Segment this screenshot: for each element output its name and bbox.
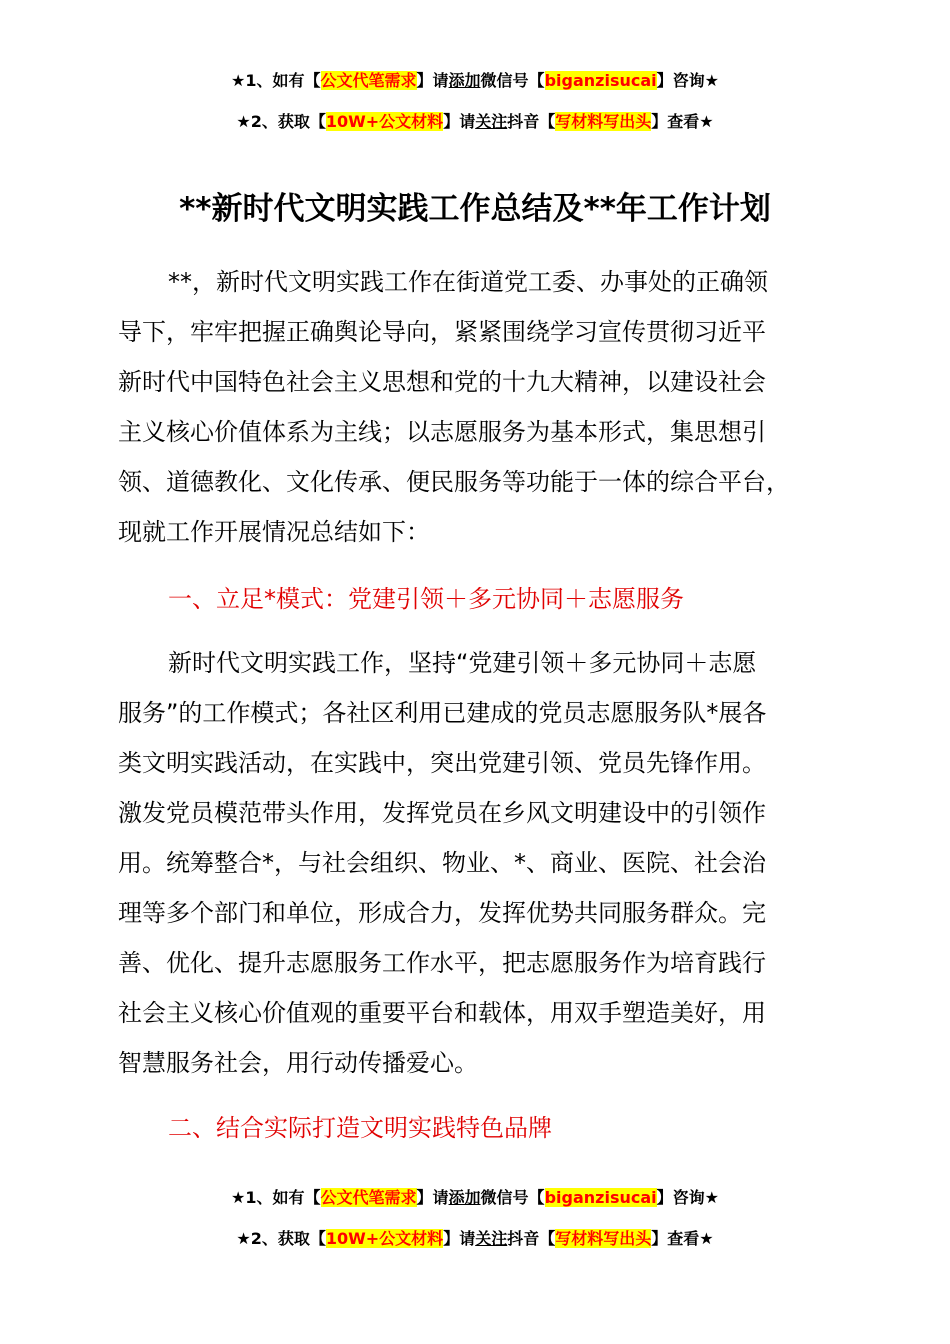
banner-highlight: 公文代笔需求	[320, 71, 417, 90]
banner-text: ★2、获取【	[236, 112, 326, 131]
paragraph-line: 服务”的工作模式；各社区利用已建成的党员志愿服务队*展各	[118, 699, 767, 727]
paragraph-line: 智慧服务社会，用行动传播爱心。	[118, 1049, 478, 1077]
banner-highlight: 公文代笔需求	[320, 1188, 417, 1207]
paragraph-line: 新时代中国特色社会主义思想和党的十九大精神，以建设社会	[118, 368, 766, 396]
banner-text: 抖音【	[507, 1229, 556, 1248]
banner-text: 】查看★	[651, 112, 714, 131]
banner-underline: 关注	[475, 112, 508, 131]
banner-highlight: 10W+公文材料	[325, 1229, 444, 1248]
banner-highlight: 10W+公文材料	[325, 112, 444, 131]
paragraph-line: 主义核心价值体系为主线；以志愿服务为基本形式，集思想引	[118, 418, 766, 446]
banner-douyin-id: 写材料写出头	[555, 1229, 652, 1248]
banner-text: ★1、如有【	[231, 1188, 321, 1207]
paragraph-line: 类文明实践活动，在实践中，突出党建引领、党员先锋作用。	[118, 749, 766, 777]
promo-banner-bottom-line2	[0, 1228, 950, 1250]
paragraph-line: 新时代文明实践工作，坚持“党建引领＋多元协同＋志愿	[168, 649, 757, 677]
banner-text: 】请	[416, 71, 449, 90]
paragraph-line: 激发党员模范带头作用，发挥党员在乡风文明建设中的引领作	[118, 799, 766, 827]
promo-banner-top-line2	[0, 111, 950, 133]
promo-banner-bottom-line1	[0, 1187, 950, 1209]
banner-text: 】请	[443, 112, 476, 131]
paragraph-line: 现就工作开展情况总结如下：	[118, 518, 430, 546]
promo-banner-top-line1	[0, 70, 950, 92]
banner-text: 】咨询★	[656, 1188, 719, 1207]
banner-text: 】查看★	[651, 1229, 714, 1248]
banner-wechat-id: biganzisucai	[544, 71, 657, 90]
banner-text: 微信号【	[480, 1188, 545, 1207]
banner-underline: 关注	[475, 1229, 508, 1248]
banner-text: ★2、获取【	[236, 1229, 326, 1248]
banner-text: 抖音【	[507, 112, 556, 131]
paragraph-line: 善、优化、提升志愿服务工作水平，把志愿服务作为培育践行	[118, 949, 766, 977]
banner-text: 微信号【	[480, 71, 545, 90]
banner-text: 】咨询★	[656, 71, 719, 90]
paragraph-line: 领、道德教化、文化传承、便民服务等功能于一体的综合平台，	[118, 468, 790, 496]
banner-underline: 添加	[448, 71, 481, 90]
section-heading-2: 二、结合实际打造文明实践特色品牌	[168, 1114, 552, 1142]
banner-douyin-id: 写材料写出头	[555, 112, 652, 131]
section-heading-1: 一、立足*模式：党建引领＋多元协同＋志愿服务	[168, 585, 684, 613]
banner-wechat-id: biganzisucai	[544, 1188, 657, 1207]
paragraph-line: 理等多个部门和单位，形成合力，发挥优势共同服务群众。完	[118, 899, 766, 927]
banner-text: ★1、如有【	[231, 71, 321, 90]
paragraph-line: 导下，牢牢把握正确舆论导向，紧紧围绕学习宣传贯彻习近平	[118, 318, 766, 346]
banner-text: 】请	[443, 1229, 476, 1248]
paragraph-line: **，新时代文明实践工作在街道党工委、办事处的正确领	[168, 268, 768, 296]
banner-text: 】请	[416, 1188, 449, 1207]
paragraph-line: 社会主义核心价值观的重要平台和载体，用双手塑造美好，用	[118, 999, 766, 1027]
document-title: **新时代文明实践工作总结及**年工作计划	[179, 191, 771, 227]
paragraph-line: 用。统筹整合*，与社会组织、物业、*、商业、医院、社会治	[118, 849, 766, 877]
banner-underline: 添加	[448, 1188, 481, 1207]
